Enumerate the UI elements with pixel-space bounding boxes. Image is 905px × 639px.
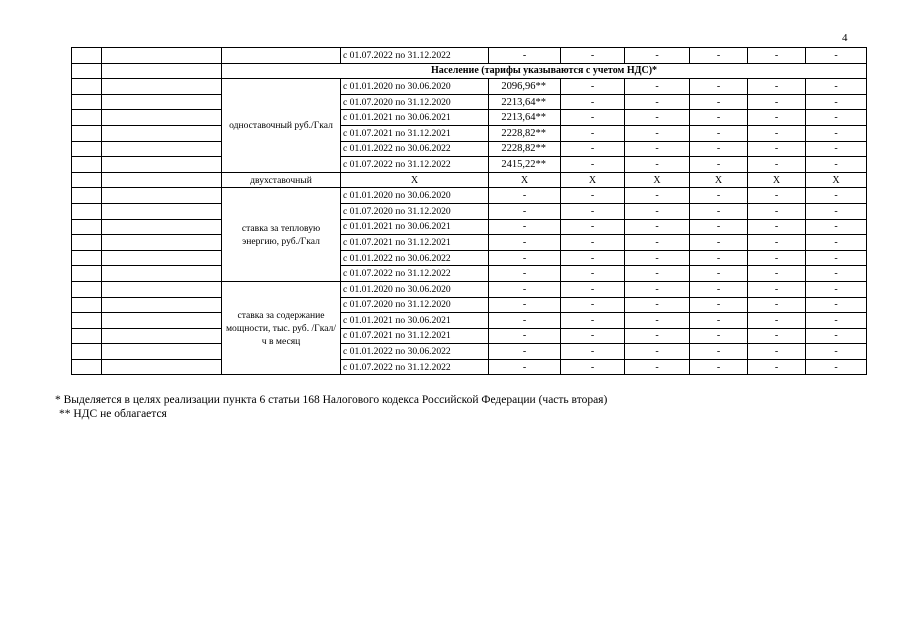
value-cell: -	[561, 79, 625, 95]
value-cell: -	[748, 141, 806, 157]
row-number-cell	[72, 266, 102, 282]
value-cell: -	[561, 203, 625, 219]
value-cell: -	[625, 281, 690, 297]
value-cell: -	[748, 281, 806, 297]
row-name-cell	[102, 141, 222, 157]
value-cell: -	[561, 110, 625, 126]
value-cell: -	[561, 313, 625, 329]
footnote-vat-exempt: ** НДС не облагается	[59, 408, 167, 420]
value-cell: -	[748, 266, 806, 282]
row-number-cell	[72, 313, 102, 329]
value-cell: -	[748, 203, 806, 219]
value-cell: -	[806, 328, 867, 344]
table-row	[72, 172, 867, 188]
table-row	[72, 141, 867, 157]
value-cell: -	[561, 157, 625, 173]
row-number-cell	[72, 281, 102, 297]
period-cell: с 01.07.2021 по 31.12.2021	[341, 328, 489, 344]
value-cell: -	[561, 188, 625, 204]
footnotes	[55, 393, 607, 421]
value-cell: -	[748, 94, 806, 110]
group-label-cell	[222, 48, 341, 64]
row-name-cell	[102, 48, 222, 64]
table-row	[72, 235, 867, 251]
period-cell: с 01.07.2022 по 31.12.2022	[341, 48, 489, 64]
table-row	[72, 328, 867, 344]
value-cell: -	[748, 250, 806, 266]
value-cell: -	[806, 188, 867, 204]
period-cell: с 01.07.2022 по 31.12.2022	[341, 266, 489, 282]
row-number-cell	[72, 79, 102, 95]
value-cell: -	[748, 110, 806, 126]
period-cell: с 01.07.2022 по 31.12.2022	[341, 157, 489, 173]
value-cell: -	[806, 250, 867, 266]
value-cell: -	[690, 266, 748, 282]
value-cell: -	[690, 235, 748, 251]
value-cell: -	[489, 203, 561, 219]
row-number-cell	[72, 110, 102, 126]
value-cell: -	[690, 313, 748, 329]
table-row	[72, 110, 867, 126]
value-cell: -	[625, 110, 690, 126]
value-cell: -	[748, 359, 806, 375]
value-cell: -	[806, 297, 867, 313]
value-cell: -	[690, 157, 748, 173]
value-cell: -	[806, 235, 867, 251]
value-cell: -	[748, 79, 806, 95]
value-cell: -	[806, 203, 867, 219]
value-cell: 2213,64**	[489, 94, 561, 110]
row-number-cell	[72, 63, 102, 79]
value-cell: -	[625, 313, 690, 329]
value-cell: -	[625, 188, 690, 204]
value-cell: -	[748, 188, 806, 204]
value-cell: -	[489, 48, 561, 64]
value-cell: -	[625, 250, 690, 266]
one-part-label: одноставочный руб./Гкал	[222, 79, 341, 173]
value-cell: -	[561, 141, 625, 157]
value-cell: -	[625, 48, 690, 64]
footnote-vat-allocation: * Выделяется в целях реализации пункта 6 статьи 168 Налогового кодекса Российской Федерации (часть вторая)	[55, 394, 608, 406]
value-cell: -	[748, 157, 806, 173]
row-number-cell	[72, 344, 102, 360]
value-cell: -	[690, 359, 748, 375]
row-name-cell	[102, 297, 222, 313]
value-cell: -	[806, 359, 867, 375]
value-cell: -	[489, 297, 561, 313]
value-cell: -	[748, 313, 806, 329]
value-cell: -	[489, 281, 561, 297]
section-title: Население (тарифы указываются с учетом НДС)*	[222, 63, 867, 79]
period-cell: с 01.01.2020 по 30.06.2020	[341, 281, 489, 297]
row-number-cell	[72, 188, 102, 204]
value-cell: -	[690, 219, 748, 235]
value-cell: -	[690, 94, 748, 110]
period-cell: с 01.07.2020 по 31.12.2020	[341, 297, 489, 313]
value-cell: -	[625, 297, 690, 313]
row-number-cell	[72, 157, 102, 173]
value-cell: -	[625, 328, 690, 344]
value-cell: -	[625, 157, 690, 173]
value-cell: -	[625, 203, 690, 219]
period-cell: с 01.01.2021 по 30.06.2021	[341, 313, 489, 329]
value-cell: -	[561, 235, 625, 251]
period-cell: с 01.07.2020 по 31.12.2020	[341, 94, 489, 110]
value-cell: -	[489, 235, 561, 251]
value-cell: -	[489, 219, 561, 235]
row-number-cell	[72, 219, 102, 235]
period-cell: с 01.07.2022 по 31.12.2022	[341, 359, 489, 375]
capacity-rate-label: ставка за содержание мощности, тыс. руб. /Гкал/ч в месяц	[222, 281, 341, 375]
value-cell: -	[561, 48, 625, 64]
table-row	[72, 344, 867, 360]
row-number-cell	[72, 141, 102, 157]
period-cell: с 01.01.2021 по 30.06.2021	[341, 219, 489, 235]
value-cell: -	[625, 94, 690, 110]
value-cell: -	[806, 344, 867, 360]
row-name-cell	[102, 219, 222, 235]
value-cell: -	[625, 141, 690, 157]
value-cell: -	[690, 79, 748, 95]
value-cell: -	[806, 219, 867, 235]
value-cell: -	[748, 48, 806, 64]
value-cell: -	[806, 281, 867, 297]
value-cell: -	[625, 266, 690, 282]
row-number-cell	[72, 250, 102, 266]
table-row	[72, 297, 867, 313]
period-cell: с 01.07.2020 по 31.12.2020	[341, 203, 489, 219]
value-cell: Х	[489, 172, 561, 188]
table-row	[72, 359, 867, 375]
value-cell: -	[561, 344, 625, 360]
period-cell: с 01.01.2022 по 30.06.2022	[341, 141, 489, 157]
period-cell: с 01.07.2021 по 31.12.2021	[341, 235, 489, 251]
row-name-cell	[102, 125, 222, 141]
table-row	[72, 203, 867, 219]
period-cell: с 01.01.2021 по 30.06.2021	[341, 110, 489, 126]
row-number-cell	[72, 297, 102, 313]
tariff-table-body	[72, 48, 867, 375]
period-cell: с 01.07.2021 по 31.12.2021	[341, 125, 489, 141]
value-cell: -	[690, 328, 748, 344]
period-cell: с 01.01.2020 по 30.06.2020	[341, 188, 489, 204]
table-row	[72, 94, 867, 110]
value-cell: -	[690, 250, 748, 266]
value-cell: -	[806, 110, 867, 126]
value-cell: -	[806, 141, 867, 157]
row-name-cell	[102, 203, 222, 219]
value-cell: -	[690, 203, 748, 219]
table-row	[72, 125, 867, 141]
value-cell: -	[690, 125, 748, 141]
value-cell: -	[625, 359, 690, 375]
row-number-cell	[72, 125, 102, 141]
value-cell: 2228,82**	[489, 141, 561, 157]
value-cell: -	[690, 110, 748, 126]
table-row	[72, 48, 867, 64]
row-name-cell	[102, 79, 222, 95]
value-cell: Х	[341, 172, 489, 188]
value-cell: -	[561, 125, 625, 141]
row-number-cell	[72, 172, 102, 188]
value-cell: -	[806, 48, 867, 64]
value-cell: -	[489, 344, 561, 360]
value-cell: -	[806, 266, 867, 282]
row-name-cell	[102, 110, 222, 126]
value-cell: -	[748, 219, 806, 235]
table-row	[72, 250, 867, 266]
heat-rate-label: ставка за тепловую энергию, руб./Гкал	[222, 188, 341, 282]
row-name-cell	[102, 328, 222, 344]
value-cell: -	[561, 266, 625, 282]
value-cell: -	[561, 219, 625, 235]
value-cell: -	[748, 344, 806, 360]
row-name-cell	[102, 313, 222, 329]
value-cell: -	[690, 344, 748, 360]
value-cell: -	[806, 94, 867, 110]
row-name-cell	[102, 172, 222, 188]
value-cell: 2213,64**	[489, 110, 561, 126]
table-row	[72, 281, 867, 297]
value-cell: -	[690, 281, 748, 297]
value-cell: 2415,22**	[489, 157, 561, 173]
value-cell: -	[489, 313, 561, 329]
row-name-cell	[102, 94, 222, 110]
row-name-cell	[102, 157, 222, 173]
value-cell: -	[690, 297, 748, 313]
value-cell: -	[561, 94, 625, 110]
row-name-cell	[102, 266, 222, 282]
row-number-cell	[72, 48, 102, 64]
value-cell: 2096,96**	[489, 79, 561, 95]
table-row	[72, 188, 867, 204]
value-cell: Х	[690, 172, 748, 188]
period-cell: с 01.01.2020 по 30.06.2020	[341, 79, 489, 95]
table-row	[72, 266, 867, 282]
value-cell: -	[748, 235, 806, 251]
value-cell: -	[690, 141, 748, 157]
row-name-cell	[102, 281, 222, 297]
tariff-table	[71, 47, 867, 375]
row-name-cell	[102, 359, 222, 375]
value-cell: -	[625, 219, 690, 235]
value-cell: 2228,82**	[489, 125, 561, 141]
table-row	[72, 219, 867, 235]
row-number-cell	[72, 203, 102, 219]
value-cell: Х	[748, 172, 806, 188]
value-cell: -	[561, 281, 625, 297]
value-cell: -	[625, 344, 690, 360]
value-cell: -	[489, 359, 561, 375]
value-cell: -	[806, 313, 867, 329]
row-name-cell	[102, 63, 222, 79]
row-number-cell	[72, 328, 102, 344]
value-cell: -	[489, 250, 561, 266]
value-cell: Х	[625, 172, 690, 188]
value-cell: -	[625, 235, 690, 251]
row-number-cell	[72, 94, 102, 110]
value-cell: Х	[806, 172, 867, 188]
value-cell: -	[625, 125, 690, 141]
value-cell: -	[489, 266, 561, 282]
section-header-row	[72, 63, 867, 79]
two-part-label: двухставочный	[222, 172, 341, 188]
table-row	[72, 157, 867, 173]
value-cell: -	[489, 328, 561, 344]
row-name-cell	[102, 188, 222, 204]
value-cell: -	[806, 79, 867, 95]
row-name-cell	[102, 250, 222, 266]
period-cell: с 01.01.2022 по 30.06.2022	[341, 250, 489, 266]
value-cell: -	[561, 297, 625, 313]
value-cell: -	[690, 188, 748, 204]
value-cell: -	[748, 328, 806, 344]
table-row	[72, 313, 867, 329]
value-cell: -	[561, 359, 625, 375]
value-cell: -	[625, 79, 690, 95]
value-cell: -	[561, 250, 625, 266]
value-cell: Х	[561, 172, 625, 188]
row-name-cell	[102, 344, 222, 360]
value-cell: -	[806, 157, 867, 173]
value-cell: -	[489, 188, 561, 204]
row-name-cell	[102, 235, 222, 251]
period-cell: с 01.01.2022 по 30.06.2022	[341, 344, 489, 360]
value-cell: -	[561, 328, 625, 344]
value-cell: -	[748, 297, 806, 313]
row-number-cell	[72, 235, 102, 251]
table-row	[72, 79, 867, 95]
row-number-cell	[72, 359, 102, 375]
page-number: 4	[842, 32, 848, 44]
value-cell: -	[806, 125, 867, 141]
value-cell: -	[748, 125, 806, 141]
value-cell: -	[690, 48, 748, 64]
